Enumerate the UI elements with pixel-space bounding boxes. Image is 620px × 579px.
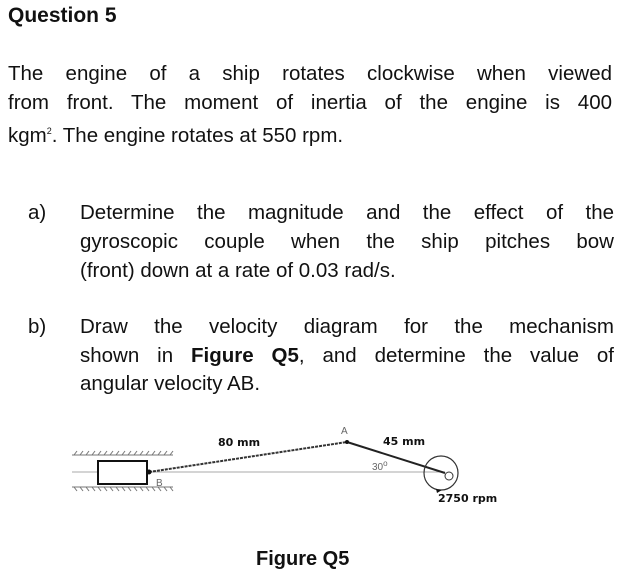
- part-b-label: b): [28, 315, 47, 338]
- joint-b: [147, 470, 152, 475]
- part-b-prefix: shown in: [80, 344, 191, 367]
- hatch-mark: [134, 451, 137, 455]
- hatch-mark: [98, 451, 101, 455]
- hatch-mark: [92, 451, 95, 455]
- question-title: Question 5: [8, 4, 117, 27]
- hatch-mark: [74, 451, 77, 455]
- hatch-mark: [98, 487, 101, 491]
- part-a-line-1: Determine the magnitude and the effect of the: [80, 201, 614, 224]
- part-a-line-2: gyroscopic couple when the ship pitches bow: [80, 230, 614, 253]
- hatch-mark: [104, 451, 107, 455]
- hatch-mark: [164, 451, 167, 455]
- hatch-mark: [104, 487, 107, 491]
- part-b-line-3: angular velocity AB.: [80, 372, 261, 395]
- hatch-mark: [122, 451, 125, 455]
- hatch-mark: [146, 487, 149, 491]
- intro-line-2: from front. The moment of inertia of the engine is 400: [8, 91, 612, 114]
- hatch-mark: [158, 451, 161, 455]
- hatch-mark: [140, 487, 143, 491]
- hatch-mark: [152, 451, 155, 455]
- hatch-mark: [146, 451, 149, 455]
- hatch-mark: [134, 487, 137, 491]
- hatch-mark: [116, 487, 119, 491]
- crank-length: 45 mm: [383, 435, 426, 448]
- crank-speed: 2750 rpm: [438, 492, 498, 505]
- hatch-mark: [170, 487, 173, 491]
- point-a-label: A: [341, 426, 348, 437]
- hatch-mark: [140, 451, 143, 455]
- hatch-mark: [170, 451, 173, 455]
- intro-line-1: The engine of a ship rotates clockwise when viewed: [8, 62, 612, 85]
- point-b-label: B: [156, 478, 163, 489]
- unit-kgm: kgm: [8, 123, 47, 147]
- hatch-mark: [80, 451, 83, 455]
- joint-a: [345, 440, 349, 444]
- crank-circle: [424, 456, 458, 490]
- hatch-mark: [74, 487, 77, 491]
- hatch-mark: [110, 487, 113, 491]
- hatch-mark: [92, 487, 95, 491]
- hatch-mark: [128, 487, 131, 491]
- part-b-suffix: , and determine the value of: [298, 344, 615, 367]
- degree-symbol: o: [383, 459, 388, 468]
- hatch-mark: [86, 451, 89, 455]
- pivot-o: [445, 472, 453, 480]
- hatch-mark: [110, 451, 113, 455]
- part-b-line-1: Draw the velocity diagram for the mechanism: [80, 315, 614, 338]
- hatch-mark: [116, 451, 119, 455]
- hatch-mark: [86, 487, 89, 491]
- angle-value: 30: [372, 462, 384, 473]
- hatch-mark: [164, 487, 167, 491]
- figure-caption: Figure Q5: [256, 548, 350, 570]
- hatch-mark: [152, 487, 155, 491]
- part-a-line-3: (front) down at a rate of 0.03 rad/s.: [80, 259, 396, 282]
- figure-reference: Figure Q5: [191, 344, 299, 367]
- intro-rest: . The engine rotates at 550 rpm.: [51, 123, 344, 147]
- hatch-mark: [122, 487, 125, 491]
- unit-superscript: 2: [46, 126, 52, 136]
- hatch-mark: [80, 487, 83, 491]
- hatch-mark: [128, 451, 131, 455]
- link-ab-length: 80 mm: [218, 436, 261, 449]
- slider-block: [98, 461, 147, 484]
- crank-angle: [372, 459, 388, 473]
- part-a-label: a): [28, 201, 47, 224]
